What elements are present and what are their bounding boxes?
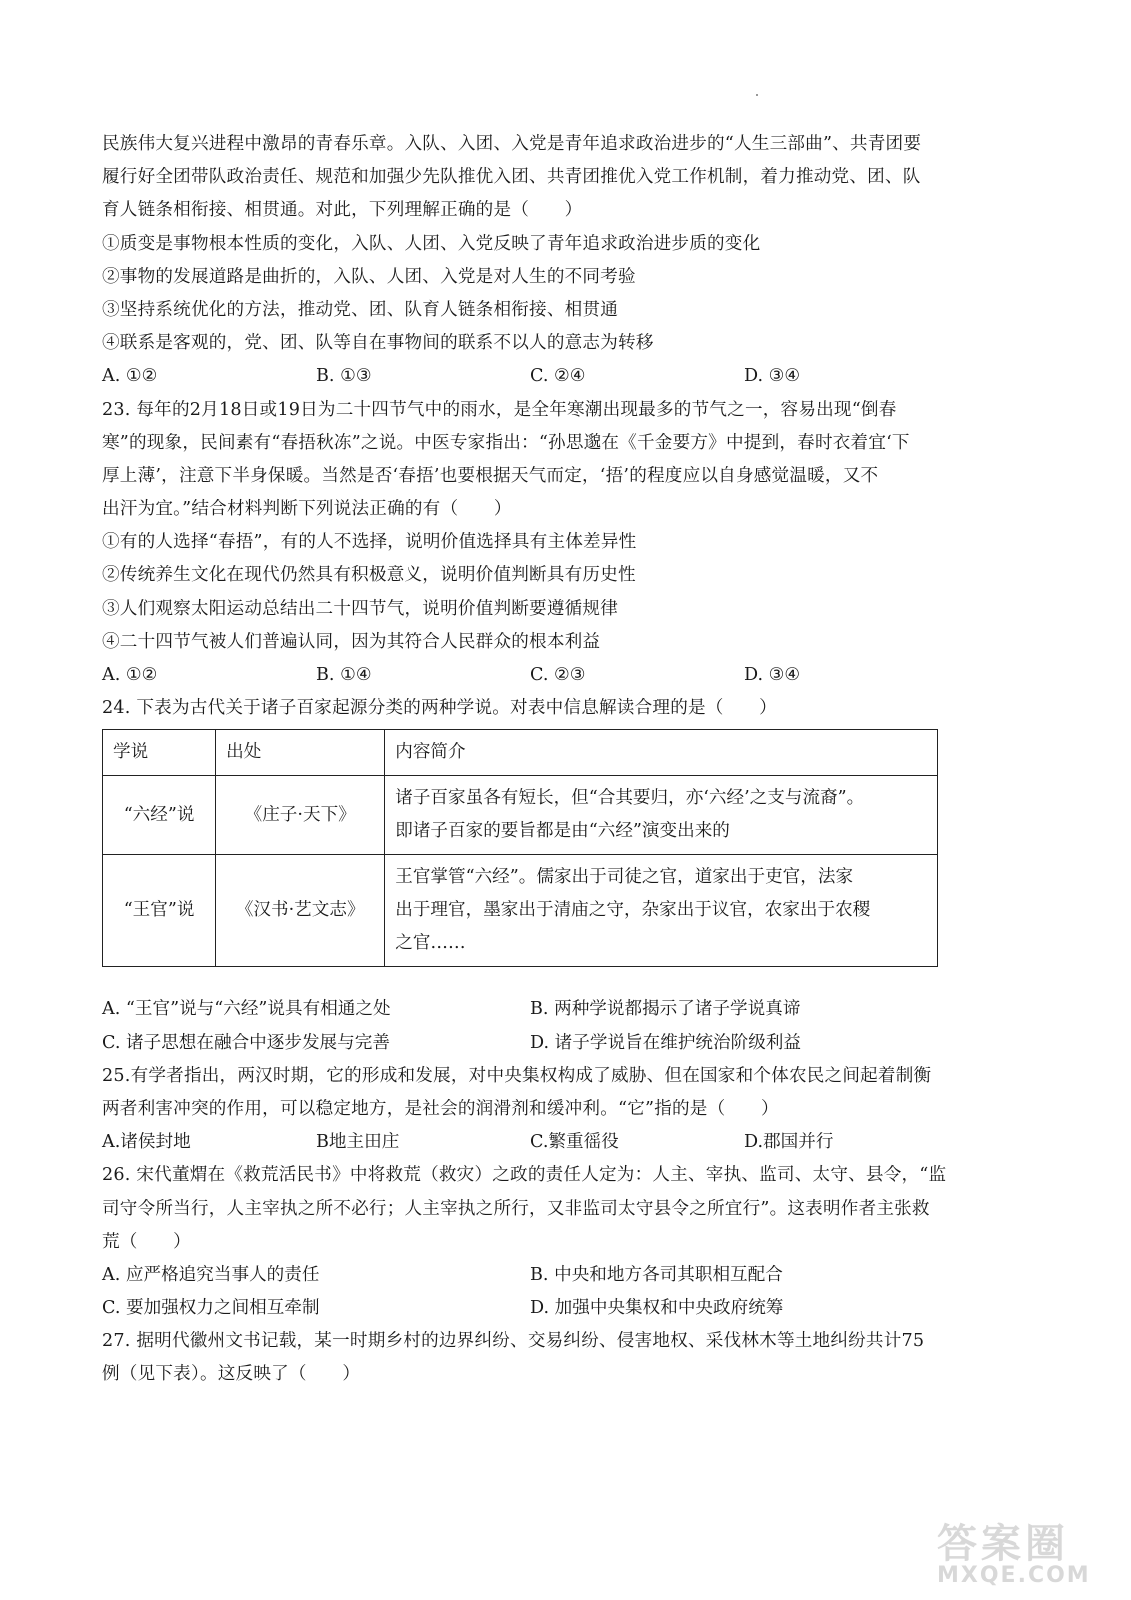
question-24 xyxy=(102,692,1037,1060)
option-a: A. ①② xyxy=(102,366,158,387)
statement: ③坚持系统优化的方法，推动党、团、队育人链条相衔接、相贯通 xyxy=(102,299,619,320)
statement: ④联系是客观的，党、团、队等自在事物间的联系不以人的意志为转移 xyxy=(102,333,654,354)
content-line: 之官…… xyxy=(395,933,466,954)
option-d: D.郡国并行 xyxy=(744,1132,834,1153)
option-a: A. “王官”说与“六经”说具有相通之处 xyxy=(102,999,391,1020)
stem-line: 荒（ ） xyxy=(102,1231,191,1252)
option-d: D. 诸子学说旨在维护统治阶级利益 xyxy=(530,1032,801,1053)
option-b: B. ①③ xyxy=(316,366,372,387)
option-c: C.繁重徭役 xyxy=(530,1132,619,1153)
option-a: A.诸侯封地 xyxy=(102,1132,191,1153)
stem-line: 两者利害冲突的作用，可以稳定地方，是社会的润滑剂和缓冲利。“它”指的是（ ） xyxy=(102,1098,779,1119)
option-d: D. ③④ xyxy=(744,366,801,387)
content-line: 诸子百家虽各有短长，但“合其要归，亦‘六经’之支与流裔”。 xyxy=(395,788,865,809)
option-b: B. ①④ xyxy=(316,665,372,685)
stem-line: 司守令所当行，人主宰执之所不必行；人主宰执之所行，又非监司太守县令之所宜行”。这表明作者主张救 xyxy=(102,1198,930,1219)
statement: ①质变是事物根本性质的变化，入队、人团、入党反映了青年追求政治进步质的变化 xyxy=(102,233,761,254)
statement: ①有的人选择“春捂”，有的人不选择，说明价值选择具有主体差异性 xyxy=(102,532,637,553)
content-cell xyxy=(385,776,938,855)
option-a: A. 应严格追究当事人的责任 xyxy=(102,1264,320,1285)
stem-line: 育人链条相衔接、相贯通。对此，下列理解正确的是（ ） xyxy=(102,200,583,221)
content-cell xyxy=(385,855,938,967)
content-line: 王官掌管“六经”。儒家出于司徒之官，道家出于吏官，法家 xyxy=(395,867,854,888)
question-27 xyxy=(102,1325,1037,1391)
stem-line: 厚上薄’，注意下半身保暖。当然是否‘春捂’也要根据天气而定，‘捂’的程度应以自身感觉温暖，又不 xyxy=(102,465,879,486)
stem-line: 27. 据明代徽州文书记载，某一时期乡村的边界纠纷、交易纠纷、侵害地权、采伐林木等土地纠纷共计75 xyxy=(102,1331,925,1352)
option-c: C. ②③ xyxy=(530,665,586,685)
stem-line: 履行好全团带队政治责任、规范和加强少先队推优入团、共青团推优入党工作机制，着力推动党、团、队 xyxy=(102,167,921,188)
exam-page xyxy=(102,128,1037,1392)
stem-line: 民族伟大复兴进程中激昂的青春乐章。入队、入团、入党是青年追求政治进步的“人生三部曲”、共青团要 xyxy=(102,134,922,154)
header-cell: 出处 xyxy=(216,730,385,776)
site-watermark xyxy=(937,1512,1097,1588)
stem-line: 26. 宋代董煟在《救荒活民书》中将救荒（救灾）之政的责任人定为：人主、宰执、监司、太守、县令，“监 xyxy=(102,1165,947,1186)
content-line: 即诸子百家的要旨都是由“六经”演变出来的 xyxy=(395,821,730,842)
stem-line: 23. 每年的2月18日或19日为二十四节气中的雨水，是全年寒潮出现最多的节气之一，容易出现“倒春 xyxy=(102,399,897,420)
stem-line: 例（见下表）。这反映了（ ） xyxy=(102,1364,361,1385)
option-c: C. 诸子思想在融合中逐步发展与完善 xyxy=(102,1032,390,1053)
option-c: C. 要加强权力之间相互牵制 xyxy=(102,1298,320,1319)
question-25 xyxy=(102,1060,1037,1160)
theory-cell: “六经”说 xyxy=(103,776,216,855)
table-header-row xyxy=(103,730,938,776)
source-cell: 《庄子·天下》 xyxy=(216,776,385,855)
stem-line: 出汗为宜。”结合材料判断下列说法正确的有（ ） xyxy=(102,499,512,520)
stem-line: 24. 下表为古代关于诸子百家起源分类的两种学说。对表中信息解读合理的是（ ） xyxy=(102,698,777,719)
answer-options xyxy=(102,993,1037,1026)
stem-line: 25.有学者指出，两汉时期，它的形成和发展，对中央集权构成了威胁、但在国家和个体农民之间起着制衡 xyxy=(102,1065,932,1086)
statement: ②传统养生文化在现代仍然具有积极意义，说明价值判断具有历史性 xyxy=(102,565,636,586)
page-speck xyxy=(756,94,758,96)
answer-options xyxy=(102,1259,1037,1292)
option-b: B. 中央和地方各司其职相互配合 xyxy=(530,1264,783,1285)
option-d: D. 加强中央集权和中央政府统筹 xyxy=(530,1298,784,1319)
statement: ④二十四节气被人们普遍认同，因为其符合人民群众的根本利益 xyxy=(102,631,601,652)
source-cell: 《汉书·艺文志》 xyxy=(216,855,385,967)
statement: ③人们观察太阳运动总结出二十四节气，说明价值判断要遵循规律 xyxy=(102,598,619,619)
watermark-logo: 答案圈 xyxy=(937,1521,1069,1567)
answer-options xyxy=(102,659,1037,692)
answer-options xyxy=(102,1126,1037,1159)
option-b: B. 两种学说都揭示了诸子学说真谛 xyxy=(530,999,801,1020)
statement: ②事物的发展道路是曲折的，入队、人团、入党是对人生的不同考验 xyxy=(102,266,636,287)
option-a: A. ①② xyxy=(102,665,158,685)
watermark-domain: MXQE.COM xyxy=(937,1563,1091,1588)
answer-options xyxy=(102,1292,1037,1325)
table-row xyxy=(103,776,938,855)
theories-table xyxy=(102,729,938,967)
header-cell: 内容简介 xyxy=(385,730,938,776)
option-c: C. ②④ xyxy=(530,366,586,387)
content-line: 出于理官，墨家出于清庙之守，杂家出于议官，农家出于农稷 xyxy=(395,900,871,921)
theory-cell: “王官”说 xyxy=(103,855,216,967)
option-d: D. ③④ xyxy=(744,665,801,685)
option-b: B地主田庄 xyxy=(316,1132,400,1153)
question-23 xyxy=(102,394,1037,693)
stem-line: 寒”的现象，民间素有“春捂秋冻”之说。中医专家指出：“孙思邈在《千金要方》中提到，春时衣着宜‘下 xyxy=(102,432,910,453)
answer-options xyxy=(102,1027,1037,1060)
answer-options xyxy=(102,360,1037,393)
header-cell: 学说 xyxy=(103,730,216,776)
question-22 xyxy=(102,128,1037,394)
question-26 xyxy=(102,1159,1037,1325)
table-row xyxy=(103,855,938,967)
